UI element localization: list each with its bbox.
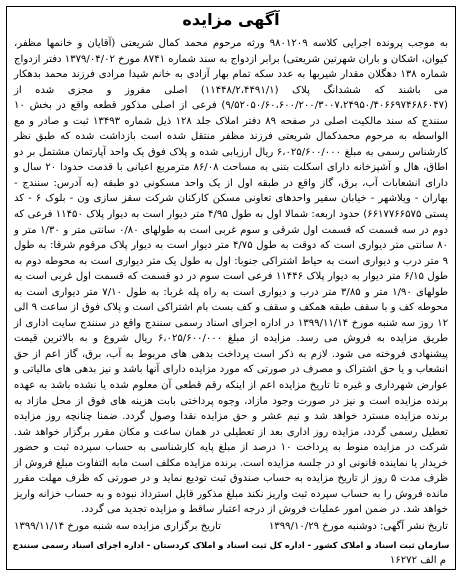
publish-date: تاریخ نشر آگهی: دوشنبه مورخ ۱۳۹۹/۱۰/۲۹ xyxy=(268,520,448,532)
notice-title: آگهی مزایده xyxy=(182,10,280,29)
notice-header xyxy=(7,7,455,32)
auction-notice xyxy=(6,6,456,570)
notice-dates xyxy=(7,519,455,534)
issuer-line: سازمان ثبت اسناد و املاک کشور - اداره کل ثبت اسناد و املاک کردستان - اداره اجرای اسناد رسمی سنندج xyxy=(12,539,450,550)
notice-body-text: به موجب پرونده اجرایی کلاسه ۹۸۰۱۲۰۹ ورثه مرحوم محمد کمال شریعتی (آقایان و خانمها مظفر، کیوان، اشکان و باران شهرتین شریعتی) برابر ازدواج به سند شماره ۸۷۴۱ مورخ ۱۳۷۹/۰۴/۰۲ دفتر ازدواج شماره ۱۳۸ دهگلان مقدار شیربها به عدد سکه تمام بهار آزادی به خانم شیدا مرادی فرزند محمد بدهکار می باشند که ششدانگ پلاک (۱۱۴۴۸/۲،۴۴۹۱/۱) اصلی مفروز و مجزی شده از (۹/۵۲۰۵۰/۶۰،۶۰۰/۲۰۰/۳۰۰۷،۲۴۹۵۰/۴۰۶۶۹۷۴۶۸۶۰۴۷) فرعی از اصلی مذکور قطعه واقع در بخش ۱۰ سنندج که سند مالکیت اصلی در صفحه ۸۹ دفتر املاک جلد ۱۲۸ ذیل شماره ۱۳۴۹۳ ثبت و صادر و مع الواسطه به مرحوم محمدکمال شریعتی فرزند مظفر منتقل شده است بازداشت شده که طبق نظر کارشناس رسمی به مبلغ ۶،۰۲۵/۶۰۰/۰۰۰ ریال ارزیابی شده و پلاک فوق یک واحد آپارتمان مشتمل بر دو اطاق، هال و آشپزخانه دارای اسکلت بتنی به مساحت ۸۶/۰۸ مترمربع اعیانی با قدمت حدودا ۲۰ سال و دارای انشعابات آب، برق، گاز واقع در طبقه اول از یک واحد مسکونی دو طبقه (به آدرس: سنندج - بهاران - ویلاشهر - خیابان سفیر واحدهای تعاونی مسکن کارکنان شرکت سقز سازی ون - بلوک ۶ - کد پستی ۶۶۱۷۷۶۶۵۷۵) حدود اربعه: شمالا اول به طول ۴/۹۵ متر دیوار است به دیوار پلاک ۱۱۴۵۰ فرعی که دوم در سه قسمت که قسمت اول شرقی و سوم غربی است به طولهای ۰/۸۰ سانتی متر و ۱/۳۰ متر و ۸۰ سانتی متر دیواری است که دوقت به طول ۴/۷۵ متر دیوار است به دیوار پلاک مرقوم شرقا: به طول ۹ متر درب و دیواری است به حیاط اشتراکی جنوبا: اول به طول یک متر دیواری است به محوطه دوم به طول ۶/۱۵ متر دیوار به دیوار پلاک ۱۱۴۴۶ فرعی است سوم در دو قسمت که قسمت اول غربی است به طولهای ۱/۹۰ متر و ۳/۸۵ متر درب و دیواری است به راه پله غربا: به طول ۷/۱۰ متر دیواری است به محوطه کف و با سقف طبقه همکف و سقف و کف بست بام اشتراکی است و پلاک فوق از ساعت ۹ الی ۱۲ روز سه شنبه مورخ ۱۳۹۹/۱۱/۱۴ در اداره اجرای اسناد رسمی سنندج واقع در سنندج سایت اداری از طریق مزایده به فروش می رسد. مزایده از مبلغ ۶،۰۲۵/۶۰۰/۰۰۰ ریال شروع و به بالاترین قیمت پیشنهادی فروخته می شود. لازم به ذکر است پرداخت بدهی های مربوط به آب، برق، گاز اعم از حق انشعاب و یا حق اشتراک و مصرف در صورتی که مورد مزایده دارای آنها باشد و نیز بدهی های مالیاتی و عوارض شهرداری و غیره تا تاریخ مزایده اعم از اینکه رقم قطعی آن معلوم شده یا نشده باشد به عهده برنده مزایده است و نیز در صورت وجود مازاد، وجوه پرداختی بابت هزینه های فوق از محل مازاد به برنده مزایده مسترد خواهد شد و نیم عشر و حق مزایده نقدا وصول گردد. ضمنا چنانچه روز مزایده تعطیل رسمی گردد، مزایده روز اداری بعد از تعطیلی در همان ساعت و مکان مقرر برگزار خواهد شد. شرکت در مزایده منوط به پرداخت ۱۰ درصد از مبلغ پایه کارشناسی به حساب سپرده ثبت و حضور خریدار یا نماینده قانونی او در جلسه مزایده است. برنده مزایده مکلف است مابه التفاوت مبلغ فروش از ظرف مدت ۵ روز از تاریخ مزایده به حساب صندوق ثبت تودیع نماید و در صورتی که ظرف مهلت مقرر مانده فروش را به حساب سپرده ثبت واریز نکند مبلغ مذکور قابل استرداد نبوده و به حساب خزانه واریز خواهد شد. در ضمن امور عملیات فروش از درجه اعتبار ساقط و مزایده تجدید می گردد. xyxy=(14,38,449,516)
notice-body xyxy=(7,32,455,518)
auction-date: تاریخ برگزاری مزایده سه شنبه مورخ ۱۳۹۹/۱۱/۱۴ xyxy=(14,520,221,532)
reference-code: م الف ۱۶۲۷۲ xyxy=(389,554,446,566)
